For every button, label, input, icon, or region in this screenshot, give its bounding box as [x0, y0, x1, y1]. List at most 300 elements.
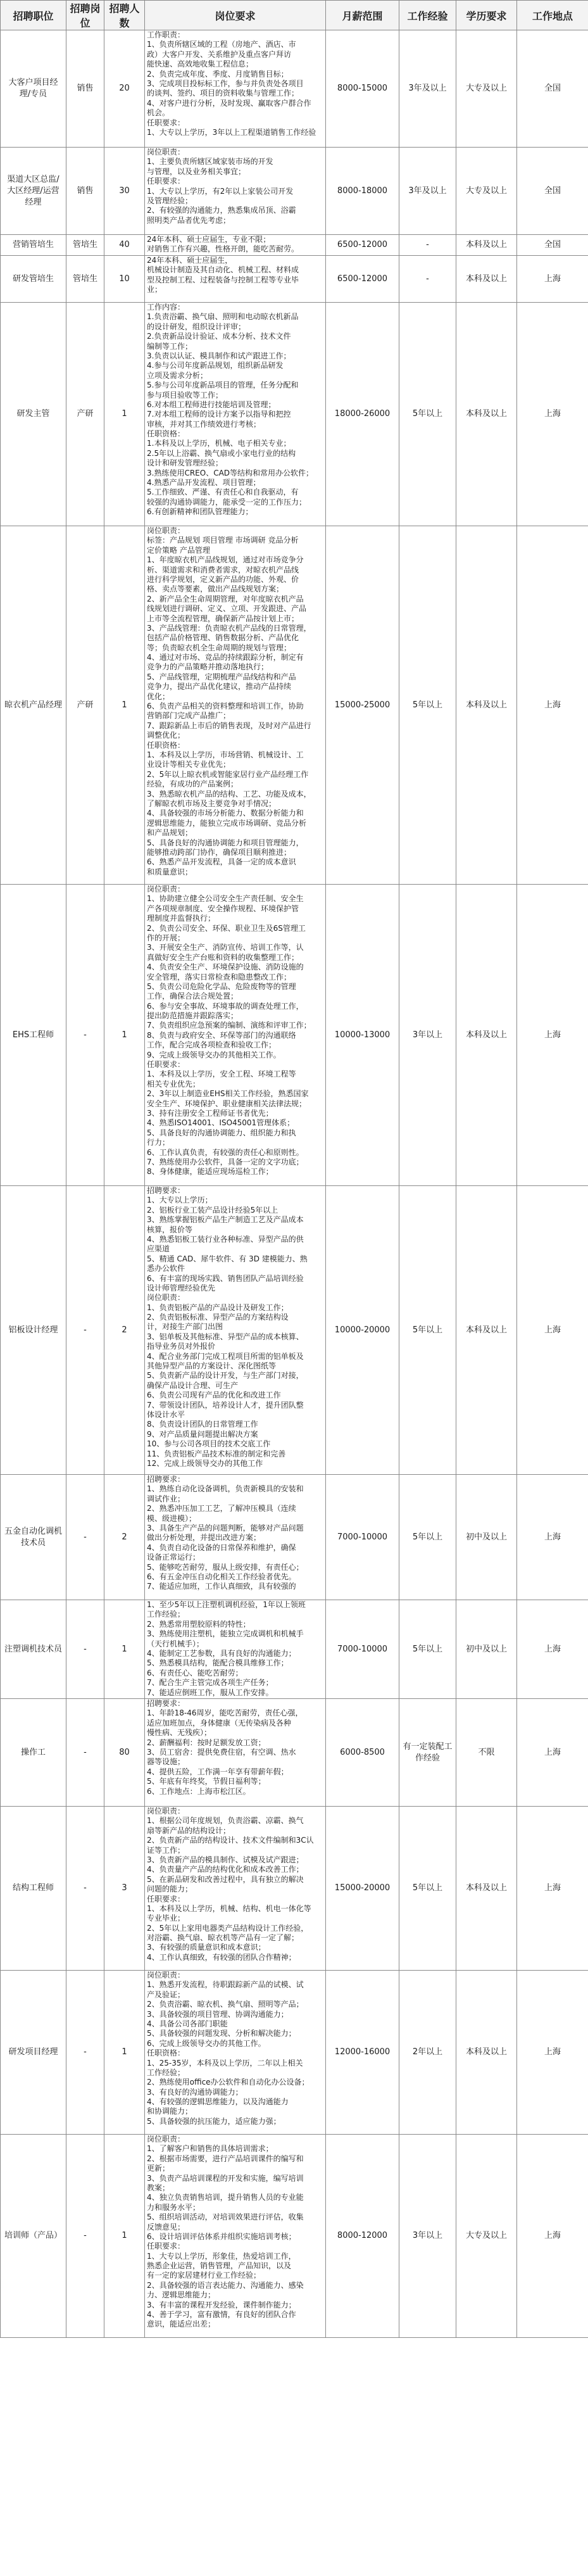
cell-education: 本科及以上: [456, 1971, 517, 2135]
header-education: 学历要求: [456, 1, 517, 30]
requirement-line: 作的开展；: [147, 933, 185, 942]
requirement-line: 6、工作地点：上海市松江区。: [147, 1786, 251, 1796]
requirement-line: 能快速、高效地收集工程信息；: [147, 60, 254, 69]
requirement-line: 4、熟悉铝板工装行业各种标准、异型产品的供: [147, 1234, 304, 1244]
cell-count: 80: [104, 1699, 145, 1807]
requirement-line: 设计师管理经验优先: [147, 1283, 216, 1292]
cell-dept: 销售: [66, 30, 104, 148]
requirement-line: 计，对接生产部门出图: [147, 1322, 223, 1332]
cell-count: 40: [104, 235, 145, 256]
requirement-line: 行力；: [147, 1138, 170, 1147]
table-row: [1, 1475, 588, 1600]
cell-dept: -: [66, 1807, 104, 1971]
requirement-line: 任职要求：: [147, 118, 185, 127]
requirement-line: 问题的能力；: [147, 1885, 193, 1894]
cell-location: 上海: [517, 1699, 588, 1807]
requirement-line: 2.负责新品设计验证、成本分析、技术文件: [147, 332, 291, 341]
requirement-line: 3、有良好的沟通协调能力；: [147, 2087, 243, 2097]
cell-dept: 产研: [66, 526, 104, 885]
requirement-line: 8、身体健康，能适应现场巡检工作；: [147, 1167, 273, 1177]
requirement-line: 2、熟练使用office办公软件和自动化办公设备；: [147, 2078, 310, 2087]
cell-position: 营销管培生: [1, 235, 66, 256]
requirement-line: 器等设施；: [147, 1757, 185, 1767]
cell-requirements: [145, 1475, 326, 1600]
requirement-line: 5、组织培训活动，对培训效果进行评估，收集: [147, 2213, 304, 2222]
requirement-line: 的谈判、签约、项目的资料收集与管理工作；: [147, 89, 299, 98]
requirement-line: 2、负责铝板标准、异型产品的方案结构设: [147, 1313, 289, 1322]
requirement-line: 2、负责完成年度、季度、月度销售目标；: [147, 69, 289, 79]
requirement-line: 和协调能力；: [147, 2107, 193, 2116]
cell-count: 1: [104, 303, 145, 526]
cell-location: 上海: [517, 256, 588, 303]
requirement-line: 4、具备较强的市场分析能力、数据分析能力和: [147, 809, 304, 818]
cell-location: 全国: [517, 30, 588, 148]
requirement-line: 包括产品价格管理、销售数据分析、产品优化: [147, 633, 299, 643]
requirement-line: 2、5年以上家用电器类产品结构设计工作经验，: [147, 1923, 309, 1933]
requirement-line: 4、具备公司各部门职能: [147, 2019, 228, 2028]
cell-location: 全国: [517, 235, 588, 256]
cell-requirements: [145, 235, 326, 256]
requirement-line: 竞争力，提出产品优化建议，推动产品持续: [147, 682, 292, 691]
requirement-line: 产各项规章制度、安全操作规程、环境保护管: [147, 904, 299, 913]
cell-salary: 8000-12000: [326, 2135, 399, 2338]
requirement-line: 模、级进模）；: [147, 1513, 197, 1523]
cell-dept: -: [66, 1971, 104, 2135]
requirement-line: 4.参与公司年度新品规划，组织新品研发: [147, 361, 284, 370]
table-row: [1, 30, 588, 148]
requirement-line: 2、熟悉冲压加工工艺，了解冲压模具（连续: [147, 1504, 296, 1513]
requirement-line: 招聘要求：: [147, 1475, 185, 1484]
table-header-row: [1, 1, 588, 30]
requirement-line: 5、熟悉模具结构，能配合模具维修工作；: [147, 1658, 289, 1668]
requirement-line: 2、新产品全生命周期管理，对年度晾衣机产品: [147, 594, 304, 603]
cell-dept: -: [66, 1600, 104, 1699]
cell-dept: -: [66, 2135, 104, 2338]
requirement-line: 24年本科、硕士应届生，专业不限；: [147, 235, 271, 244]
requirement-line: 6、完成上级领导交办的其他工作。: [147, 2038, 266, 2048]
requirement-line: 及管理经验；: [147, 196, 193, 205]
requirement-line: 更新；: [147, 2164, 170, 2173]
cell-location: 上海: [517, 1600, 588, 1699]
cell-position: 研发主管: [1, 303, 66, 526]
requirement-line: 力、逻辑思维能力；: [147, 2290, 216, 2300]
requirement-line: 析、渠道需求和消费者需求，对晾衣机产品线: [147, 565, 299, 574]
requirement-line: 调试作业；: [147, 1494, 185, 1503]
requirement-line: 4、独立负责销售培训，提升销售人员的专业能: [147, 2193, 304, 2202]
requirement-line: 设计和研发管理经验；: [147, 458, 223, 468]
cell-position: 培训师（产品）: [1, 2135, 66, 2338]
requirement-line: 做出分析处理，并提出改进方案；: [147, 1533, 261, 1543]
cell-education: 本科及以上: [456, 1807, 517, 1971]
cell-education: 初中及以上: [456, 1475, 517, 1600]
requirement-line: 立项及需求分析；: [147, 370, 208, 380]
requirement-line: 2、根据市场需要，进行产品培训课件的编写和: [147, 2154, 304, 2163]
requirement-line: 6、有责任心、能吃苦耐劳；: [147, 1668, 243, 1677]
requirement-line: 5、产品线管理，定期梳理产品线结构和产品: [147, 672, 296, 681]
requirement-line: 岗位职责：: [147, 1807, 185, 1815]
requirement-line: 业；: [147, 285, 163, 294]
requirement-line: 工作经验；: [147, 2068, 185, 2077]
cell-location: 上海: [517, 303, 588, 526]
cell-dept: 管培生: [66, 256, 104, 303]
cell-count: 30: [104, 148, 145, 235]
cell-requirements: [145, 1971, 326, 2135]
requirement-line: 调整优化；: [147, 731, 185, 740]
requirement-line: 机械设计制造及其自动化、机械工程、材料成: [147, 265, 299, 275]
requirement-line: 7、带领设计团队，培养设计人才，提升团队整: [147, 1400, 304, 1410]
header-requirements: 岗位要求: [145, 1, 326, 30]
cell-salary: 7000-10000: [326, 1600, 399, 1699]
cell-salary: 10000-20000: [326, 1186, 399, 1475]
table-row: [1, 148, 588, 235]
cell-education: 本科及以上: [456, 256, 517, 303]
requirement-line: 和质量意识；: [147, 867, 193, 876]
requirement-line: 5.参与公司年度新品项目的管理，任务分配和: [147, 381, 299, 390]
requirement-line: 2、3年以上制造业EHS相关工作经验，熟悉国家: [147, 1089, 309, 1099]
cell-location: 上海: [517, 1971, 588, 2135]
requirement-line: 4、负责安全生产、环境保护设施、消防设施的: [147, 963, 304, 972]
requirement-line: 1、年度晾衣机产品线规划，通过对市场竞争分: [147, 555, 304, 565]
cell-dept: 销售: [66, 148, 104, 235]
requirement-line: 对浴霸、换气扇、晾衣机等产品有一定了解；: [147, 1933, 299, 1943]
table-row: [1, 2135, 588, 2338]
requirement-line: 3、熟悉晾衣机产品的结构、工艺、功能及成本，: [147, 789, 311, 799]
cell-position: 结构工程师: [1, 1807, 66, 1971]
table-row: [1, 1807, 588, 1971]
requirement-line: 1、了解客户和销售的具体培训需求；: [147, 2144, 273, 2154]
requirement-line: 1、熟悉开发流程，待职跟踪新产品的试模、试: [147, 1980, 304, 1990]
requirement-line: 2、负责新产品的结构设计、技术文件编制和3C认: [147, 1836, 314, 1845]
requirement-line: 4、能制定工艺参数，具有良好的沟通能力；: [147, 1648, 296, 1658]
requirement-line: 其他异型产品的方案设计、深化图纸等: [147, 1361, 277, 1371]
requirement-line: 1.负责浴霸、换气扇、照明和电动晾衣机新品: [147, 312, 299, 322]
requirement-line: 慢性病、无残疾）；: [147, 1728, 212, 1738]
requirement-line: 岗位职责：: [147, 1293, 185, 1303]
requirement-line: 1、根据公司年度规划，负责浴霸、凉霸、换气: [147, 1816, 304, 1826]
cell-requirements: [145, 526, 326, 885]
requirement-line: 5.工作细致、严谨、有责任心和自我驱动，有: [147, 488, 299, 497]
requirement-line: 8、负责设计团队的日常管理工作: [147, 1420, 258, 1429]
cell-requirements: [145, 148, 326, 235]
requirement-line: 4、有较强的逻辑思维能力，以及沟通能力: [147, 2097, 289, 2107]
cell-position: 大客户项目经理/专员: [1, 30, 66, 148]
requirement-line: 型及控制工程、过程装备与控制工程等专业毕: [147, 275, 299, 284]
requirement-line: 7、配合生产主管完成各项生产任务；: [147, 1678, 273, 1688]
cell-count: 2: [104, 1186, 145, 1475]
requirement-line: 1、大专以上学历，3年以上工程渠道销售工作经验: [147, 127, 316, 137]
requirement-line: 岗位职责：: [147, 885, 185, 893]
cell-count: 20: [104, 30, 145, 148]
cell-dept: 管培生: [66, 235, 104, 256]
requirement-line: 2、具备较强的语言表达能力、沟通能力、感染: [147, 2280, 304, 2290]
cell-requirements: [145, 30, 326, 148]
cell-position: EHS工程师: [1, 885, 66, 1186]
requirement-line: 了解晾衣机市场及主要竞争对手情况；: [147, 799, 277, 808]
table-row: [1, 1699, 588, 1807]
requirement-line: 6、负责公司现有产品的优化和改进工作: [147, 1391, 281, 1400]
requirement-line: 任职要求：: [147, 1060, 185, 1070]
header-position: 招聘职位: [1, 1, 66, 30]
requirement-line: 8、负责与政府安全、环保等部门的沟通联络: [147, 1030, 296, 1040]
requirement-line: 2、熟悉常用塑胶原料的特性；: [147, 1619, 251, 1629]
table-row: [1, 1971, 588, 2135]
requirement-line: 4、善于学习，富有激情，有良好的团队合作: [147, 2310, 296, 2320]
requirement-line: 理制度并监督执行；: [147, 914, 216, 923]
cell-count: 3: [104, 1807, 145, 1971]
cell-count: 1: [104, 885, 145, 1186]
requirement-line: 7.对本组工程师的设计方案予以指导和把控: [147, 410, 291, 419]
requirement-line: 5、能够吃苦耐劳，服从上级安排，有责任心；: [147, 1562, 304, 1572]
cell-requirements: [145, 2135, 326, 2338]
requirement-line: 6、负责产品相关的资料整理和培训工作，协助: [147, 702, 304, 711]
requirement-line: 2、铝板行业工装产品设计经验5年以上: [147, 1205, 278, 1215]
requirement-line: 5、具备较强的问题发现、分析和解决能力；: [147, 2029, 296, 2038]
requirement-line: 反馈意见；: [147, 2222, 185, 2232]
cell-location: 上海: [517, 885, 588, 1186]
requirement-line: 政）大客户开发、关系维护及重点客户拜访: [147, 49, 292, 59]
requirement-line: 安全管理，落实日常检查和隐患整改工作；: [147, 972, 292, 982]
requirement-line: 工作职责：: [147, 30, 185, 39]
requirement-line: 标签：产品规划 项目管理 市场调研 竞品分析: [147, 536, 299, 545]
requirement-line: 7、负责组织应急预案的编制、演练和评审工作；: [147, 1021, 311, 1030]
requirement-line: 5、负责公司危险化学品、危险废物等的管理: [147, 982, 296, 991]
requirement-line: 招聘要求：: [147, 1699, 185, 1708]
cell-education: 大专及以上: [456, 30, 517, 148]
requirement-line: 任职资格：: [147, 2049, 185, 2058]
requirement-line: 1、大专以上学历，形象佳，热爱培训工作，: [147, 2251, 296, 2261]
requirement-line: 岗位职责：: [147, 2135, 185, 2144]
cell-dept: -: [66, 1475, 104, 1600]
cell-dept: -: [66, 885, 104, 1186]
cell-education: 本科及以上: [456, 1186, 517, 1475]
requirement-line: 格、卖点等要素，做出产品线规划方案；: [147, 584, 284, 594]
requirement-line: 对销售工作有兴趣，性格开朗，能吃苦耐劳。: [147, 244, 299, 254]
requirement-line: 任职资格：: [147, 740, 185, 750]
cell-location: 上海: [517, 1475, 588, 1600]
cell-education: 本科及以上: [456, 303, 517, 526]
cell-experience: 3年及以上: [399, 30, 456, 148]
cell-position: 渠道大区总监/大区经理/运营经理: [1, 148, 66, 235]
requirement-line: 4、熟悉ISO14001、ISO45001管理体系；: [147, 1118, 295, 1128]
requirement-line: 1、熟练自动化设备调机，负责新模具的安装和: [147, 1484, 304, 1494]
requirement-line: 5、具备良好的沟通协调能力、组织能力和执: [147, 1128, 296, 1137]
requirement-line: 1、大专以上学历，有2年以上家装公司开发: [147, 186, 294, 196]
requirement-line: 经验，有成功的产品案例；: [147, 780, 239, 789]
requirement-line: 营销部门完成产品推广；: [147, 711, 231, 721]
cell-location: 上海: [517, 2135, 588, 2338]
header-dept: 招聘岗位: [66, 1, 104, 30]
cell-experience: 5年以上: [399, 1186, 456, 1475]
requirement-line: 7、能适应倒班工作，服从工作安排。: [147, 1688, 273, 1697]
requirement-line: 1、本科及以上学历，市场营销、机械设计、工: [147, 750, 304, 759]
header-location: 工作地点: [517, 1, 588, 30]
cell-salary: 6500-12000: [326, 235, 399, 256]
cell-salary: 12000-16000: [326, 1971, 399, 2135]
cell-requirements: [145, 885, 326, 1186]
requirement-line: 意识，能适应出差；: [147, 2320, 216, 2329]
cell-requirements: [145, 1600, 326, 1699]
cell-location: 上海: [517, 1186, 588, 1475]
cell-experience: 有一定装配工作经验: [399, 1699, 456, 1807]
cell-location: 全国: [517, 148, 588, 235]
requirement-line: 4、提供五险，工作满一年享有带薪年假；: [147, 1767, 289, 1776]
table-row: [1, 1600, 588, 1699]
requirement-line: 照明类产品者优先考虑；: [147, 215, 231, 225]
cell-salary: 7000-10000: [326, 1475, 399, 1600]
requirement-line: 1、本科及以上学历，机械、结构、机电一体化等: [147, 1904, 311, 1913]
cell-count: 1: [104, 1971, 145, 2135]
requirement-line: 任职要求：: [147, 1894, 185, 1904]
requirement-line: 5、在新品研发和改善过程中，具有独立的解决: [147, 1874, 304, 1884]
requirement-line: 1、负责所辖区域的工程（房地产、酒店、市: [147, 40, 296, 49]
requirement-line: 教案；: [147, 2183, 170, 2192]
requirement-line: 4、配合业务部门完成工程项目所需的铝单板及: [147, 1351, 304, 1361]
requirement-line: 3、产品线管理：负责晾衣机产品线的日常管理，: [147, 623, 311, 633]
cell-count: 1: [104, 526, 145, 885]
requirement-line: 的设计研发，组织设计评审；: [147, 322, 246, 331]
cell-salary: 6000-8500: [326, 1699, 399, 1807]
cell-requirements: [145, 1186, 326, 1475]
requirement-line: 6.有创新精神和团队管理能力；: [147, 507, 253, 517]
cell-count: 1: [104, 2135, 145, 2338]
cell-experience: 5年以上: [399, 303, 456, 526]
cell-requirements: [145, 1699, 326, 1807]
requirement-line: 1、协助建立健全公司安全生产责任制、安全生: [147, 894, 304, 904]
requirement-line: 4、对客户进行分析，及时发现、赢取客户群合作: [147, 98, 311, 108]
requirement-line: 4.熟悉产品开发流程、项目管理；: [147, 478, 261, 488]
requirement-line: 等；负责晾衣机全生命周期的规划与管理；: [147, 643, 292, 652]
requirement-line: 定价策略 产品管理: [147, 545, 210, 555]
cell-salary: 8000-15000: [326, 30, 399, 148]
requirement-line: 扇等新产品的结构设计；: [147, 1826, 231, 1835]
requirement-line: 相关专业优先；: [147, 1079, 201, 1089]
table-row: [1, 1186, 588, 1475]
requirement-line: 3、具备较强的项目管理、协调沟通能力；: [147, 2009, 289, 2019]
requirement-line: 1、25-35岁，本科及以上学历，二年以上相关: [147, 2058, 303, 2068]
requirement-line: 5、负责新产品的设计开发，与生产部门对接，: [147, 1371, 304, 1380]
requirement-line: 岗位职责：: [147, 148, 185, 156]
cell-position: 操作工: [1, 1699, 66, 1807]
requirement-line: 应渠道: [147, 1244, 170, 1254]
requirement-line: 7、能适应加班，工作认真细致，具有较强的: [147, 1582, 296, 1591]
requirement-line: 工作内容：: [147, 303, 185, 312]
requirement-line: 有一定的家居建材行业工作经验；: [147, 2271, 261, 2280]
requirement-line: 任职要求：: [147, 177, 185, 186]
requirement-line: 2.5年以上浴霸、换气扇或小家电行业的结构: [147, 448, 296, 458]
cell-experience: 3年及以上: [399, 148, 456, 235]
requirement-line: 竞争力的产品策略并推动落地执行；: [147, 662, 269, 672]
requirement-line: 9、完成上级领导交办的其他相关工作。: [147, 1050, 281, 1059]
cell-salary: 15000-20000: [326, 1807, 399, 1971]
table-row: [1, 235, 588, 256]
table-row: [1, 526, 588, 885]
requirement-line: 岗位职责：: [147, 526, 185, 535]
requirement-line: 1、至少5年以上注塑机调机经验，1年以上领班: [147, 1600, 306, 1609]
requirement-line: 3、熟练掌握铝板产品生产制造工艺及产品成本: [147, 1215, 304, 1225]
requirement-line: 2、5年以上晾衣机或智能家居行业产品经理工作: [147, 769, 309, 779]
requirement-line: 熟悉企业运营，销售管理，产品知识，以及: [147, 2261, 292, 2271]
requirement-line: 5、具备良好的沟通协调能力和项目管理能力，: [147, 838, 304, 847]
requirement-line: 工作，配合完成各项检查和验收工作；: [147, 1040, 277, 1050]
requirement-line: 2、有较强的沟通能力，熟悉集成吊顶、浴霸: [147, 206, 296, 215]
cell-salary: 8000-18000: [326, 148, 399, 235]
requirement-line: 6、工作认真负责，有较强的责任心和原则性。: [147, 1147, 304, 1157]
cell-experience: 5年以上: [399, 526, 456, 885]
cell-salary: 15000-25000: [326, 526, 399, 885]
requirement-line: 任职资格：: [147, 429, 185, 439]
requirement-line: 6、参与安全事故、环境事故的调查处理工作，: [147, 1001, 304, 1011]
requirement-line: 悉办公软件: [147, 1264, 185, 1273]
requirement-line: 指导业务员对外报价: [147, 1342, 216, 1351]
requirement-line: 证等工作；: [147, 1845, 185, 1855]
table-row: [1, 256, 588, 303]
cell-education: 不限: [456, 1699, 517, 1807]
requirement-line: 3.熟练使用CREO、CAD等结构和常用办公软件；: [147, 468, 314, 477]
header-salary: 月薪范围: [326, 1, 399, 30]
requirement-line: 优化；: [147, 691, 170, 701]
requirement-line: 3、具备生产产品的问题判断，能够对产品问题: [147, 1523, 304, 1532]
requirement-line: 产及验证；: [147, 1990, 185, 1999]
requirement-line: 和产品规划；: [147, 828, 193, 838]
requirement-line: 3、员工宿舍：提供免费住宿，有空调、热水: [147, 1747, 296, 1757]
requirement-line: 与管理，以及业务相关事宜；: [147, 167, 246, 176]
cell-experience: 2年以上: [399, 1971, 456, 2135]
cell-experience: 5年以上: [399, 1600, 456, 1699]
requirement-line: 审核，并对其工作绩效进行考核；: [147, 419, 261, 429]
header-count: 招聘人数: [104, 1, 145, 30]
cell-dept: -: [66, 1186, 104, 1475]
cell-position: 注塑调机技术员: [1, 1600, 66, 1699]
cell-location: 上海: [517, 526, 588, 885]
requirement-line: 1、大专以上学历；: [147, 1196, 213, 1205]
requirement-line: 安全生产、环境保护、职业健康相关法律法规；: [147, 1099, 307, 1108]
requirement-line: 7、熟练使用办公软件，具备一定的文字功底；: [147, 1157, 304, 1166]
requirement-line: 3、有丰富的课程开发经验，课件制作能力；: [147, 2300, 296, 2309]
requirement-line: 1.本科及以上学历，机械、电子相关专业；: [147, 439, 291, 448]
requirement-line: 3、负责产品培训课程的开发和实施，编写培训: [147, 2173, 304, 2183]
requirement-line: 3、熟练使用注塑机，能独立完成调机和机械手: [147, 1629, 304, 1639]
requirement-line: 3、开展安全生产、消防宣传、培训工作等，认: [147, 943, 304, 952]
requirement-line: 4、工作认真细致，有较强的团队合作精神；: [147, 1952, 296, 1962]
requirement-line: （天行机械手）；: [147, 1639, 204, 1648]
requirement-line: 1、负责铝板产品的产品设计及研发工作；: [147, 1303, 289, 1312]
requirement-line: 3、持有注册安全工程师证书者优先；: [147, 1108, 273, 1118]
cell-position: 研发项目经理: [1, 1971, 66, 2135]
requirement-line: 适应加班加点，身体健康（无传染病及各种: [147, 1718, 292, 1727]
requirement-line: 任职要求：: [147, 2242, 185, 2251]
requirement-line: 6、有五金冲压自动化相关工作经验者优先。: [147, 1572, 296, 1581]
cell-requirements: [145, 303, 326, 526]
requirement-line: 核算，报价等: [147, 1225, 193, 1234]
cell-count: 10: [104, 256, 145, 303]
requirement-line: 工作，确保合法合规处置；: [147, 992, 239, 1001]
requirement-line: 能够推动跨部门协作，确保项目顺利推进；: [147, 847, 292, 857]
cell-dept: -: [66, 1699, 104, 1807]
requirement-line: 6、熟悉产品开发流程，具备一定的成本意识: [147, 857, 296, 867]
requirement-line: 岗位职责：: [147, 1971, 185, 1979]
requirement-line: 4、负责量产产品的结构优化和成本改善工作；: [147, 1865, 304, 1874]
requirement-line: 业设计等相关专业优先；: [147, 760, 231, 769]
cell-experience: -: [399, 235, 456, 256]
requirement-line: 工作经验；: [147, 1610, 185, 1619]
cell-education: 大专及以上: [456, 2135, 517, 2338]
cell-salary: 6500-12000: [326, 256, 399, 303]
table-body: [1, 30, 588, 2338]
requirement-line: 2、负责浴霸、晾衣机、换气扇、照明等产品；: [147, 2000, 304, 2009]
requirement-line: 12、完成上级领导交办的其他工作: [147, 1458, 263, 1468]
requirement-line: 7、跟踪新品上市后的销售表现，及时对产品进行: [147, 721, 311, 730]
requirement-line: 招聘要求：: [147, 1186, 185, 1195]
